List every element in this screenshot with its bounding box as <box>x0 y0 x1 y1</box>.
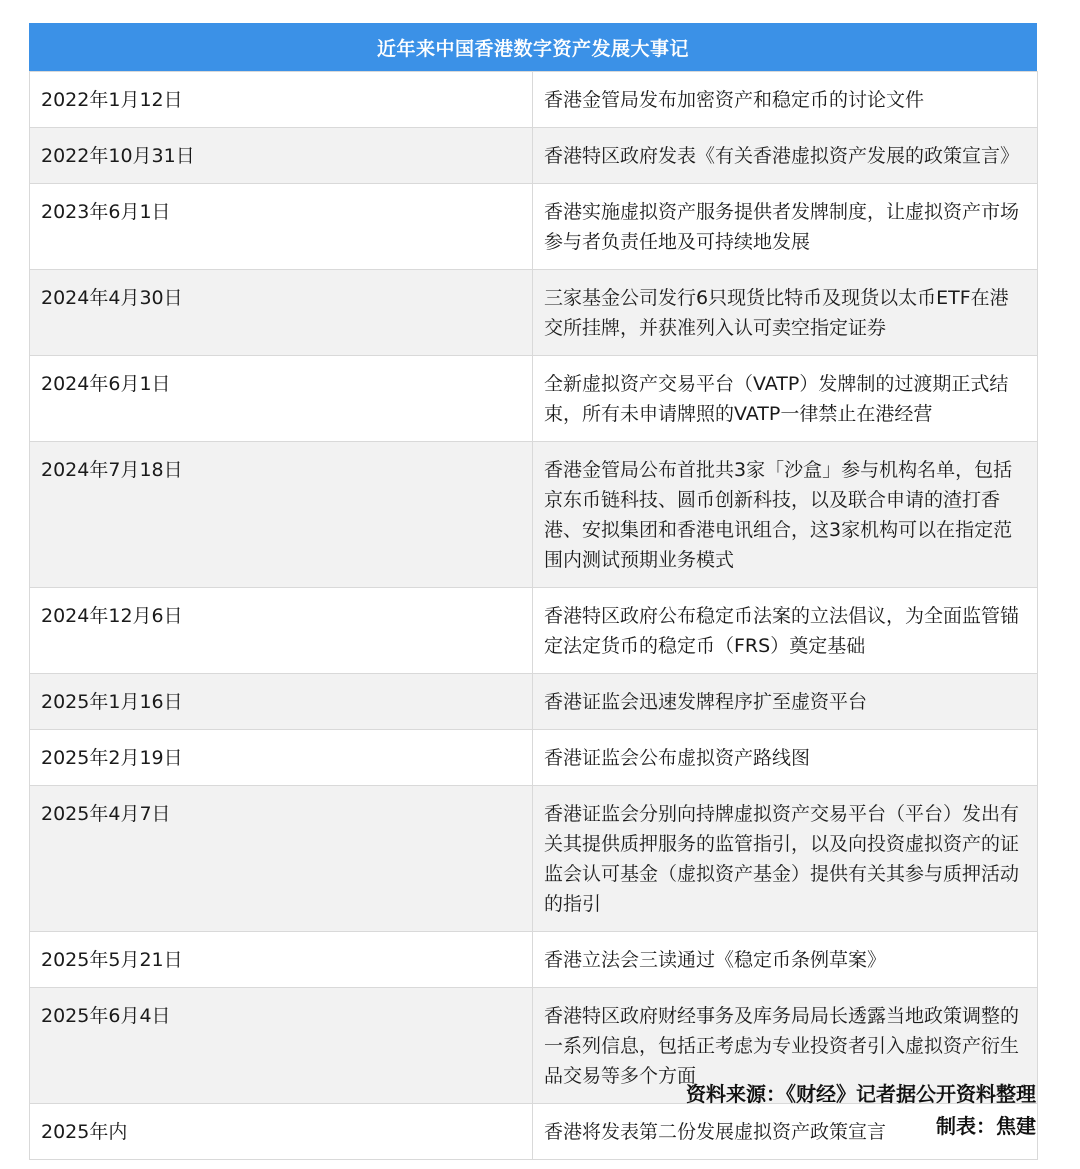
event-description: 香港将发表第二份发展虚拟资产政策宣言 <box>533 1104 1038 1160</box>
event-date: 2025年4月7日 <box>30 786 533 932</box>
table-footer <box>686 1078 1036 1142</box>
event-date: 2022年10月31日 <box>30 128 533 184</box>
event-description: 香港特区政府财经事务及库务局局长透露当地政策调整的一系列信息，包括正考虑为专业投资者引入虚拟资产衍生品交易等多个方面 <box>533 988 1038 1104</box>
table-row <box>30 72 1038 128</box>
event-date: 2025年内 <box>30 1104 533 1160</box>
event-description: 香港特区政府发表《有关香港虚拟资产发展的政策宣言》 <box>533 128 1038 184</box>
table-row <box>30 786 1038 932</box>
event-description: 香港金管局发布加密资产和稳定币的讨论文件 <box>533 72 1038 128</box>
table-row <box>30 730 1038 786</box>
event-date: 2024年6月1日 <box>30 356 533 442</box>
event-description: 香港证监会公布虚拟资产路线图 <box>533 730 1038 786</box>
events-table-body <box>30 72 1038 1160</box>
event-date: 2025年6月4日 <box>30 988 533 1104</box>
event-description: 香港实施虚拟资产服务提供者发牌制度，让虚拟资产市场参与者负责任地及可持续地发展 <box>533 184 1038 270</box>
table-row <box>30 674 1038 730</box>
table-row <box>30 588 1038 674</box>
table-row <box>30 442 1038 588</box>
table-row <box>30 270 1038 356</box>
event-date: 2024年12月6日 <box>30 588 533 674</box>
table-row <box>30 184 1038 270</box>
event-description: 香港立法会三读通过《稳定币条例草案》 <box>533 932 1038 988</box>
event-date: 2022年1月12日 <box>30 72 533 128</box>
events-table <box>29 71 1038 1160</box>
event-description: 香港证监会迅速发牌程序扩至虚资平台 <box>533 674 1038 730</box>
event-date: 2024年7月18日 <box>30 442 533 588</box>
source-note: 资料来源：《财经》记者据公开资料整理 <box>686 1082 1036 1106</box>
event-description: 三家基金公司发行6只现货比特币及现货以太币ETF在港交所挂牌，并获准列入认可卖空指定证券 <box>533 270 1038 356</box>
table-row <box>30 128 1038 184</box>
event-description: 香港金管局公布首批共3家「沙盒」参与机构名单，包括京东币链科技、圆币创新科技，以及联合申请的渣打香港、安拟集团和香港电讯组合，这3家机构可以在指定范围内测试预期业务模式 <box>533 442 1038 588</box>
event-date: 2025年1月16日 <box>30 674 533 730</box>
event-description: 香港证监会分别向持牌虚拟资产交易平台（平台）发出有关其提供质押服务的监管指引，以及向投资虚拟资产的证监会认可基金（虚拟资产基金）提供有关其参与质押活动的指引 <box>533 786 1038 932</box>
event-description: 全新虚拟资产交易平台（VATP）发牌制的过渡期正式结束，所有未申请牌照的VATP一律禁止在港经营 <box>533 356 1038 442</box>
table-row <box>30 932 1038 988</box>
event-date: 2025年5月21日 <box>30 932 533 988</box>
event-date: 2023年6月1日 <box>30 184 533 270</box>
event-date: 2025年2月19日 <box>30 730 533 786</box>
table-row <box>30 356 1038 442</box>
event-date: 2024年4月30日 <box>30 270 533 356</box>
table-title: 近年来中国香港数字资产发展大事记 <box>29 23 1037 71</box>
events-table-container <box>29 23 1037 1160</box>
author-note: 制表：焦建 <box>936 1114 1036 1138</box>
event-description: 香港特区政府公布稳定币法案的立法倡议，为全面监管锚定法定货币的稳定币（FRS）奠定基础 <box>533 588 1038 674</box>
